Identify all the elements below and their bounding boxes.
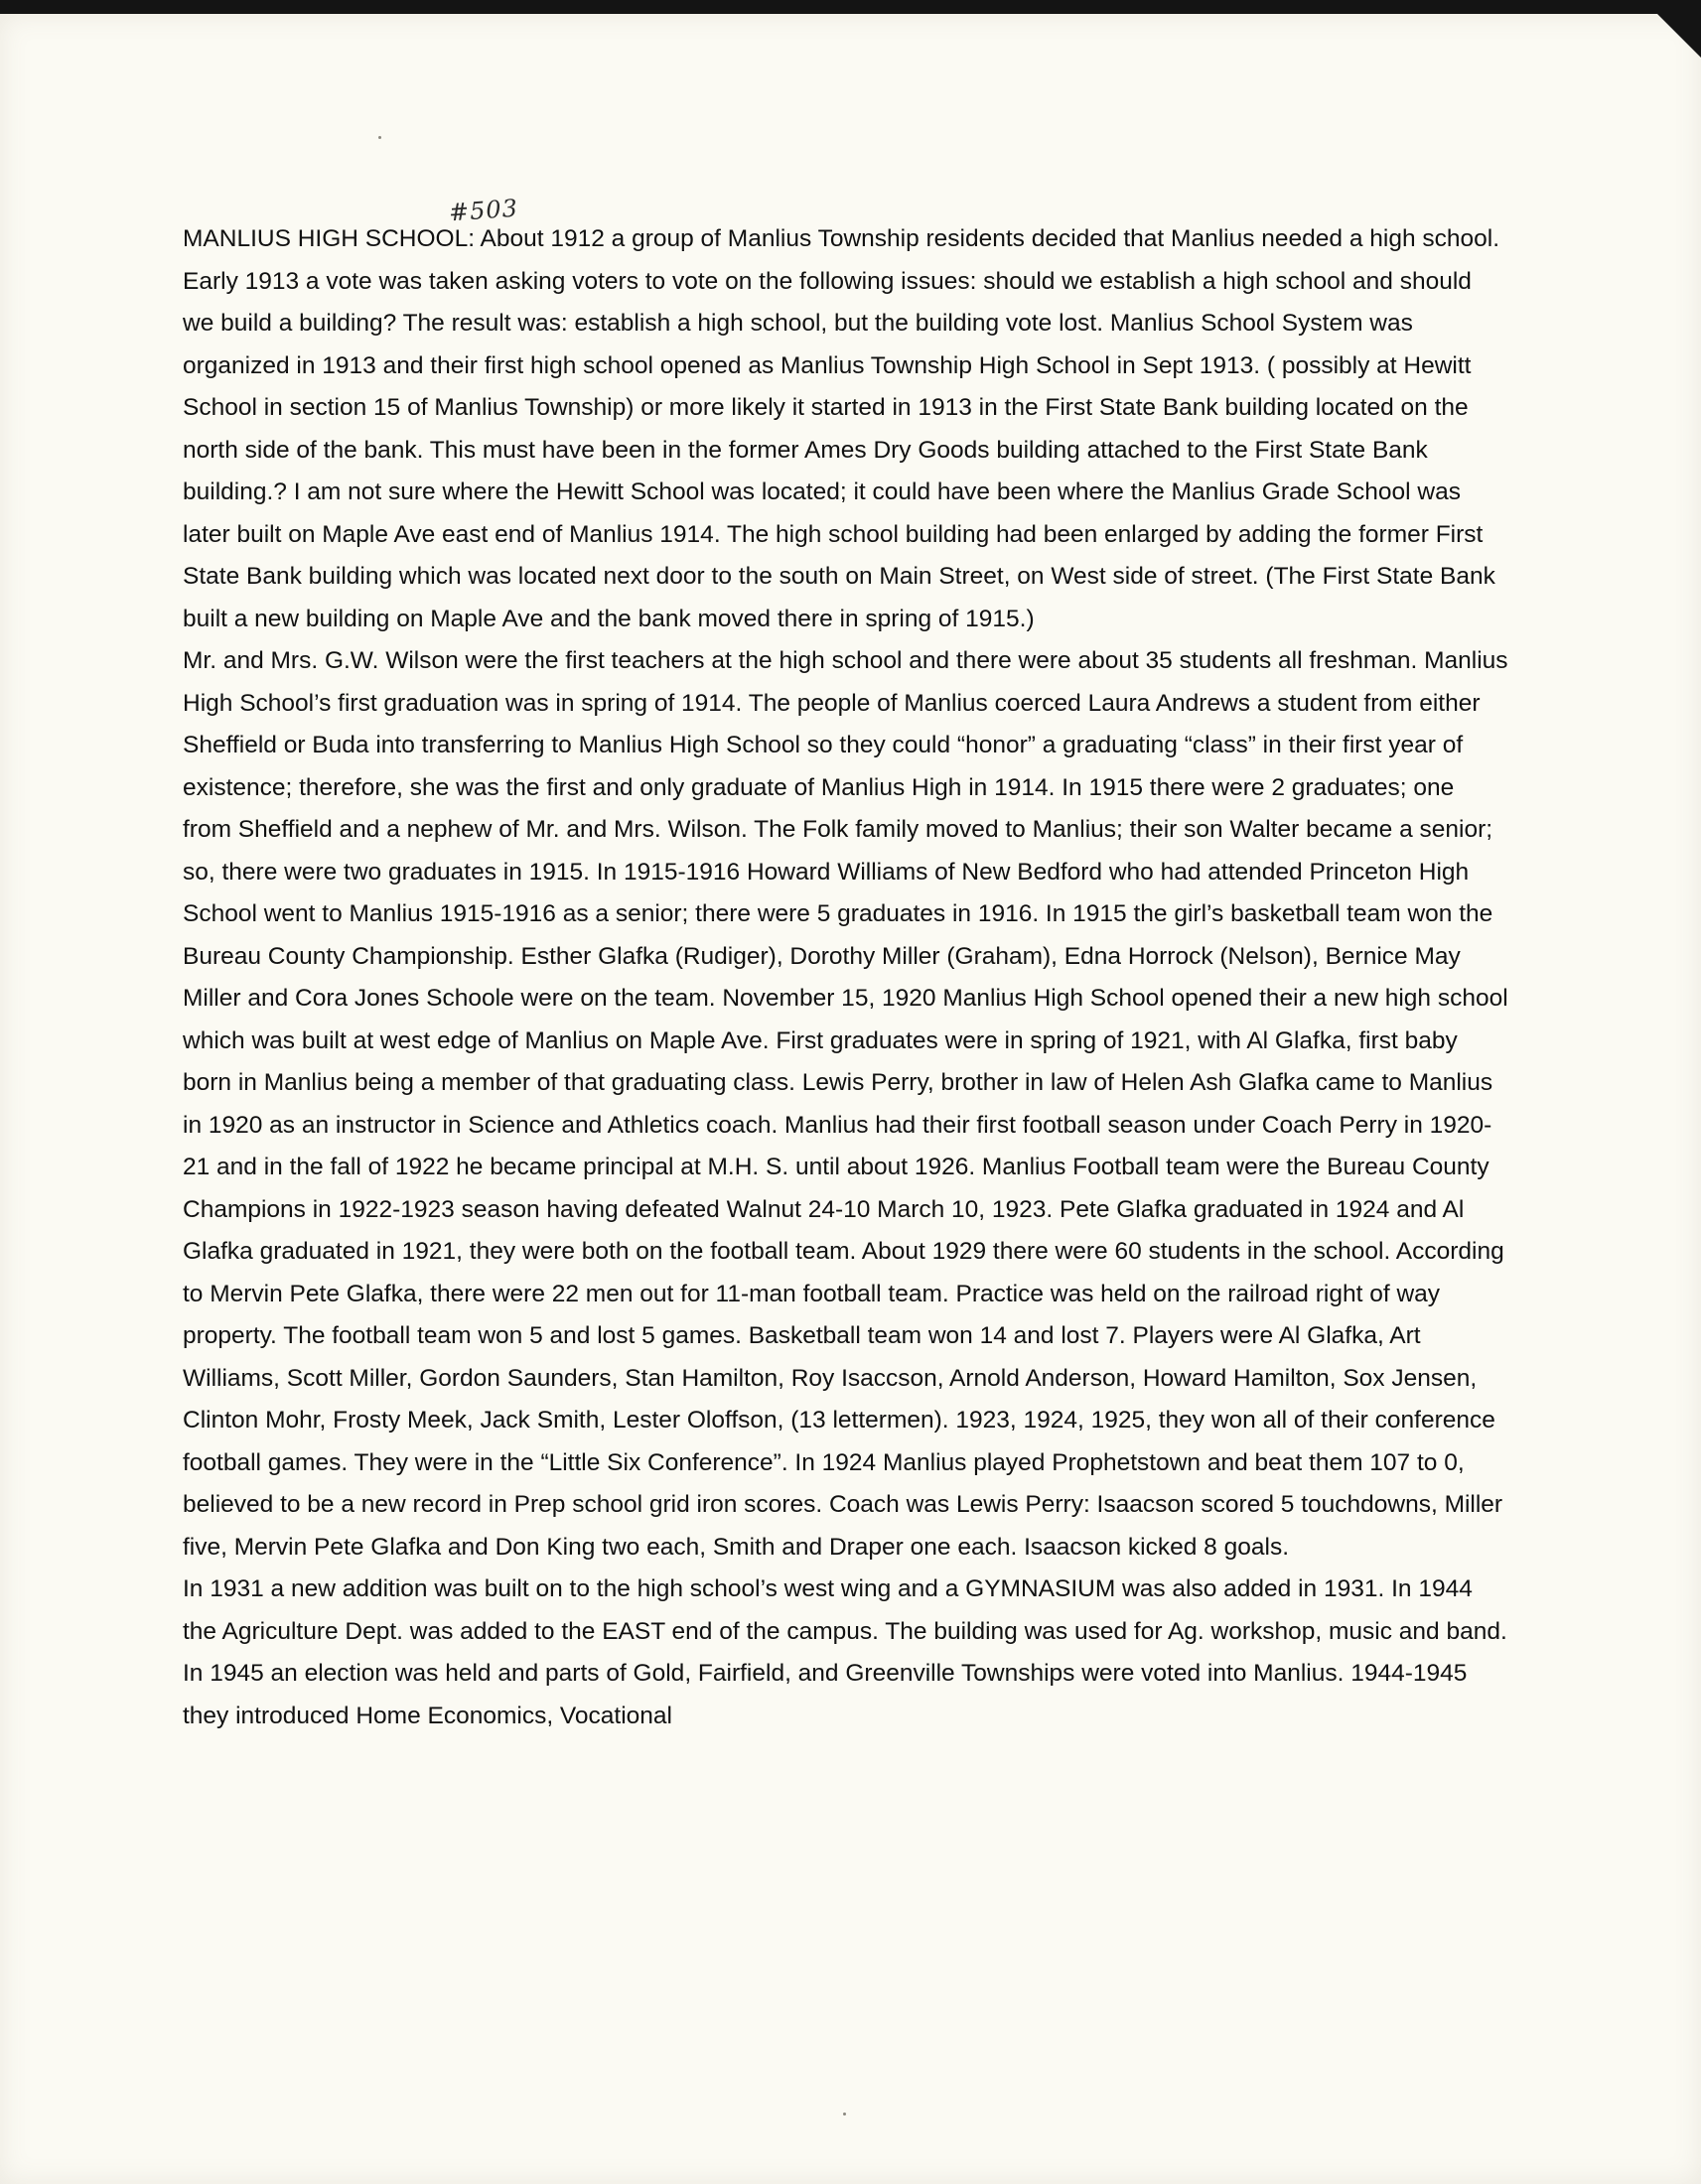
handwritten-page-number: #503	[448, 194, 519, 227]
scan-speck	[378, 136, 381, 139]
paragraph: MANLIUS HIGH SCHOOL: About 1912 a group of Manlius Township residents decided that Manlius needed a high school. Early 1913 a vote was taken asking voters to vote on the following issues: should we establish a high school and should we build a building? The result was: establish a high school, but the building vote lost. Manlius School System was organized in 1913 and their first high school opened as Manlius Township High School in Sept 1913. ( possibly at Hewitt School in section 15 of Manlius Township) or more likely it started in 1913 in the First State Bank building located on the north side of the bank. This must have been in the former Ames Dry Goods building attached to the First State Bank building.? I am not sure where the Hewitt School was located; it could have been where the Manlius Grade School was later built on Maple Ave east end of Manlius 1914. The high school building had been enlarged by adding the former First State Bank building which was located next door to the south on Main Street, on West side of street. (The First State Bank built a new building on Maple Ave and the bank moved there in spring of 1915.)	[183, 225, 1500, 632]
page-corner-fold	[1657, 14, 1701, 58]
paragraph: In 1931 a new addition was built on to the high school’s west wing and a GYMNASIUM was also added in 1931. In 1944 the Agriculture Dept. was added to the EAST end of the campus. The building was used for Ag. workshop, music and band. In 1945 an election was held and parts of Gold, Fairfield, and Greenville Townships were voted into Manlius. 1944-1945 they introduced Home Economics, Vocational	[183, 1575, 1507, 1729]
paragraph: Mr. and Mrs. G.W. Wilson were the first teachers at the high school and there were about 35 students all freshman. Manlius High School’s first graduation was in spring of 1914. The people of Manlius coerced Laura Andrews a student from either Sheffield or Buda into transferring to Manlius High School so they could “honor” a graduating “class” in their first year of existence; therefore, she was the first and only graduate of Manlius High in 1914. In 1915 there were 2 graduates; one from Sheffield and a nephew of Mr. and Mrs. Wilson. The Folk family moved to Manlius; their son Walter became a senior; so, there were two graduates in 1915. In 1915-1916 Howard Williams of New Bedford who had attended Princeton High School went to Manlius 1915-1916 as a senior; there were 5 graduates in 1916. In 1915 the girl’s basketball team won the Bureau County Championship. Esther Glafka (Rudiger), Dorothy Miller (Graham), Edna Horrock (Nelson), Bernice May Miller and Cora Jones Schoole were on the team. November 15, 1920 Manlius High School opened their a new high school which was built at west edge of Manlius on Maple Ave. First graduates were in spring of 1921, with Al Glafka, first baby born in Manlius being a member of that graduating class. Lewis Perry, brother in law of Helen Ash Glafka came to Manlius in 1920 as an instructor in Science and Athletics coach. Manlius had their first football season under Coach Perry in 1920-21 and in the fall of 1922 he became principal at M.H. S. until about 1926. Manlius Football team were the Bureau County Champions in 1922-1923 season having defeated Walnut 24-10 March 10, 1923. Pete Glafka graduated in 1924 and Al Glafka graduated in 1921, they were both on the football team. About 1929 there were 60 students in the school. According to Mervin Pete Glafka, there were 22 men out for 11-man football team. Practice was held on the railroad right of way property. The football team won 5 and lost 5 games. Basketball team won 14 and lost 7. Players were Al Glafka, Art Williams, Scott Miller, Gordon Saunders, Stan Hamilton, Roy Isaccson, Arnold Anderson, Howard Hamilton, Sox Jensen, Clinton Mohr, Frosty Meek, Jack Smith, Lester Oloffson, (13 lettermen). 1923, 1924, 1925, they won all of their conference football games. They were in the “Little Six Conference”. In 1924 Manlius played Prophetstown and beat them 107 to 0, believed to be a new record in Prep school grid iron scores. Coach was Lewis Perry: Isaacson scored 5 touchdowns, Miller five, Mervin Pete Glafka and Don King two each, Smith and Draper one each. Isaacson kicked 8 goals.	[183, 647, 1508, 1561]
scan-speck	[843, 2113, 846, 2116]
document-body	[183, 218, 1508, 1737]
